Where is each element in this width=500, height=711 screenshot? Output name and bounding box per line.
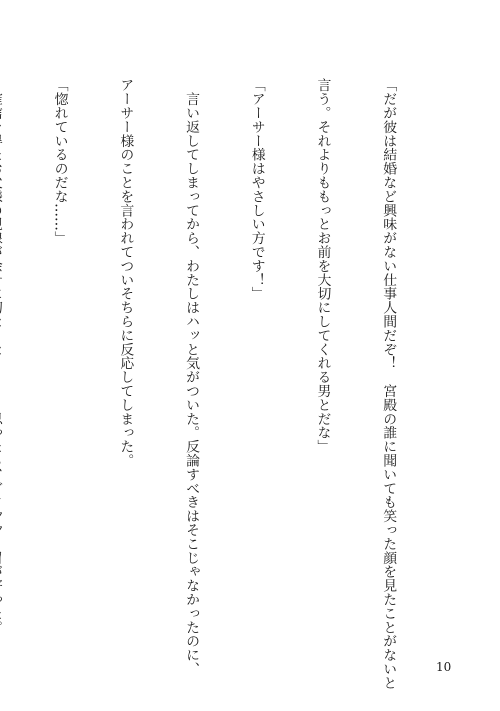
body-text [0, 78, 442, 690]
text-line: 言い返してしまってから、わたしはハッと気がついた。反論すべきはそこじゃなかったのに、 [183, 78, 200, 676]
text-line: 「アーサー様はやさしい方です！」 [248, 78, 265, 301]
text-line: アーサー様のことを言われてついそちらに反応してしまった。 [117, 78, 134, 468]
text-line: 「惚れているのだな……」 [51, 78, 68, 245]
page-number: 10 [436, 660, 452, 674]
text-line: 言う。それよりももっとお前を大切にしてくれる男とだな」 [314, 78, 331, 454]
text-line [0, 78, 4, 630]
text-line: 「だが彼は結婚など興味がない仕事人間だぞ！ 宮殿の誰に聞いても笑った顔を見たことがないと [380, 78, 397, 690]
